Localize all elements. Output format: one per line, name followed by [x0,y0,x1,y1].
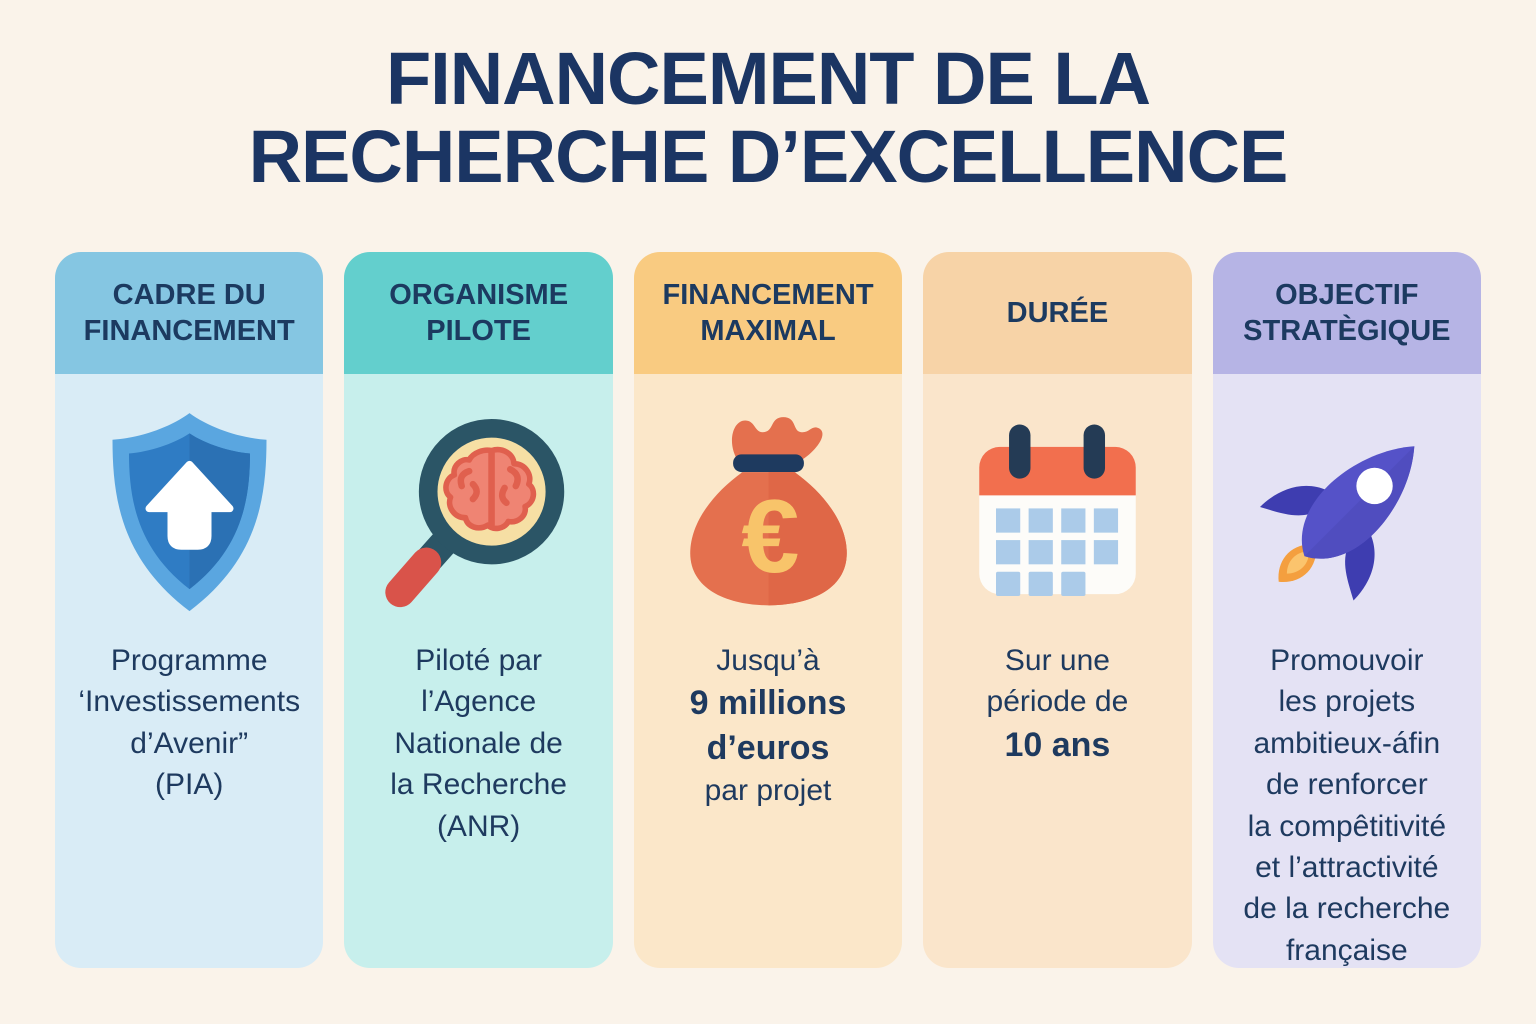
column-body-line: 9 millions [689,684,847,723]
column-body [923,374,1191,968]
column-body-line: Promouvoir [1270,644,1424,677]
column-text [382,640,575,847]
column-cadre-du-financement [55,252,323,968]
column-header-label: DURÉE [1006,296,1109,329]
column-body-line: période de [986,685,1129,719]
column-header-label: OBJECTIF STRATÈGIQUE [1243,278,1451,347]
column-header [1213,252,1481,374]
column-header [55,252,323,374]
column-body-line: et l’attractivité [1255,850,1439,884]
column-body-line: la compêtitivité [1247,809,1447,843]
column-organisme-pilote [344,252,612,968]
page-title-line2: RECHERCHE D’EXCELLENCE [248,114,1288,198]
page-title-line1: FINANCEMENT DE LA [385,37,1151,120]
column-header [634,252,902,374]
svg-text:€: € [740,478,799,595]
money-bag-euro-icon [666,400,871,628]
column-text [682,640,855,811]
column-header-label: CADRE DU FINANCEMENT [83,278,295,347]
column-body-line: Nationale de [394,726,563,760]
column-body-line: l’Agence [421,685,537,719]
rocket-icon [1244,400,1449,628]
column-body-line: Jusqu’à [716,644,820,677]
page-title [0,0,1536,198]
column-body-line: la Recherche [390,768,567,802]
column-header-label: FINANCEMENT MAXIMAL [662,278,874,347]
column-body-line: les projets [1278,685,1416,719]
column-body-line: française [1285,933,1408,967]
column-body-line: d’Avenir” [130,726,249,760]
column-body [55,374,323,968]
column-body [344,374,612,968]
column-text [70,640,308,806]
column-text [1235,640,1458,968]
column-header [344,252,612,374]
calendar-icon [955,400,1160,628]
shield-up-arrow-icon [87,400,292,628]
column-body-line: de renforcer [1265,768,1428,802]
column-body-line: (ANR) [436,809,521,843]
column-body [1213,374,1481,968]
column-body-line: (PIA) [155,768,224,802]
column-text [979,640,1137,767]
column-financement-maximal [634,252,902,968]
column-body [634,374,902,968]
columns-container [55,252,1481,968]
column-body-line: 10 ans [1004,725,1111,764]
column-body-line: ‘Investissements [78,685,301,719]
column-body-line: d’euros [706,728,830,767]
column-header [923,252,1191,374]
column-body-line: ambitieux-áfin [1253,726,1441,760]
column-body-line: par projet [704,773,832,807]
column-body-line: Sur une [1004,644,1110,677]
column-duree [923,252,1191,968]
column-body-line: de la recherche [1243,892,1451,926]
column-body-line: Piloté par [415,644,542,677]
column-header-label: ORGANISME PILOTE [389,278,569,347]
column-objectif-strategique [1213,252,1481,968]
column-body-line: Programme [110,644,268,677]
magnifier-brain-icon [376,400,581,628]
